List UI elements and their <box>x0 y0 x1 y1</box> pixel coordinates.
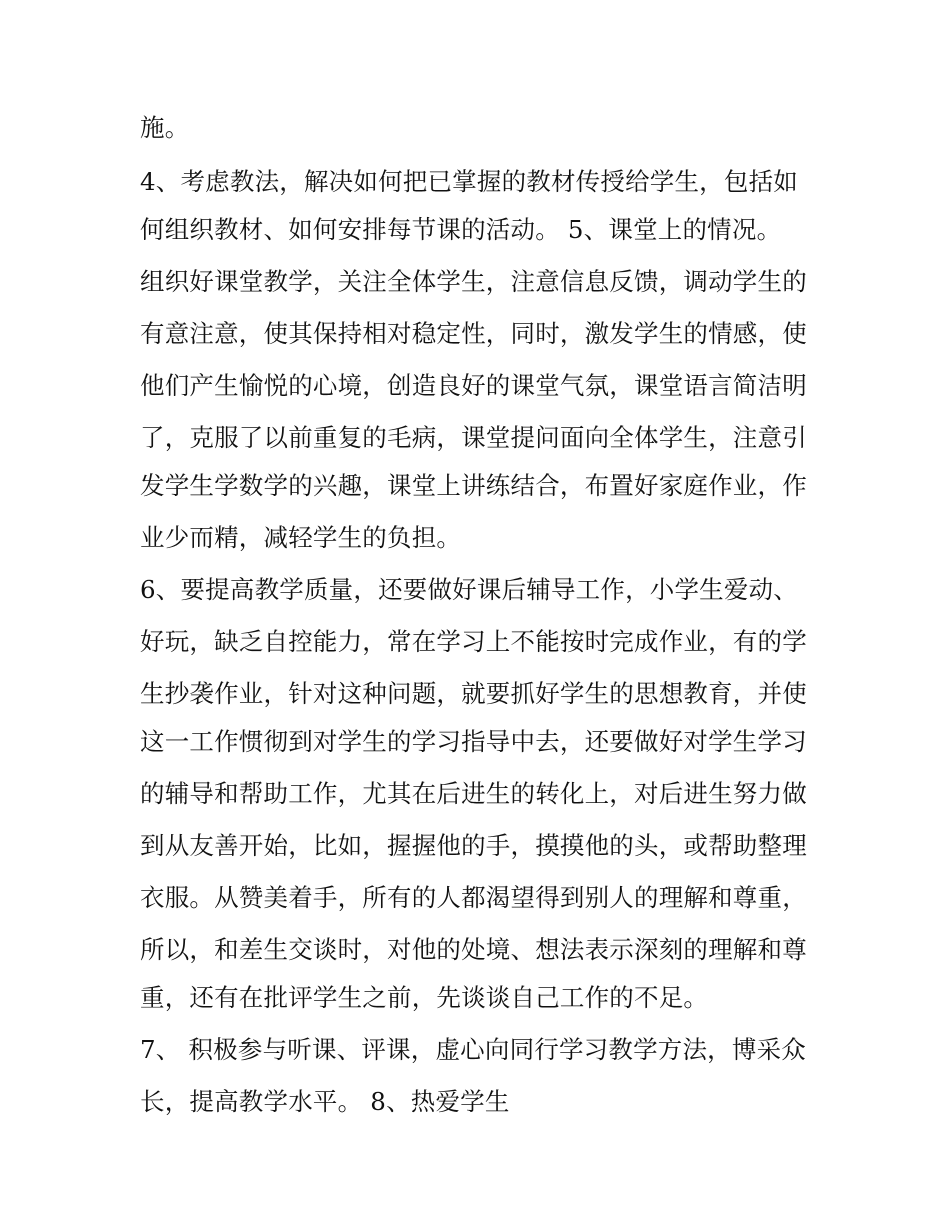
text-line: 生抄袭作业，针对这种问题，就要抓好学生的思想教育，并使 <box>140 679 807 708</box>
text-line: 的辅导和帮助工作，尤其在后进生的转化上，对后进生努力做 <box>140 779 807 808</box>
text-line: 重，还有在批评学生之前，先谈谈自己工作的不足。 <box>140 983 709 1012</box>
text-line: 好玩，缺乏自控能力，常在学习上不能按时完成作业，有的学 <box>140 627 807 656</box>
text-line: 长，提高教学水平。 8、热爱学生 <box>140 1087 510 1116</box>
text-line: 所以，和差生交谈时，对他的处境、想法表示深刻的理解和尊 <box>140 935 807 964</box>
text-line: 到从友善开始，比如，握握他的手，摸摸他的头，或帮助整理 <box>140 831 807 860</box>
text-line: 6、要提高教学质量，还要做好课后辅导工作，小学生爱动、 <box>140 575 798 604</box>
text-line: 何组织教材、如何安排每节课的活动。 5、课堂上的情况。 <box>140 215 782 244</box>
text-line: 发学生学数学的兴趣，课堂上讲练结合，布置好家庭作业，作 <box>140 471 807 500</box>
text-line: 他们产生愉悦的心境，创造良好的课堂气氛，课堂语言简洁明 <box>140 371 807 400</box>
text-line: 组织好课堂教学，关注全体学生，注意信息反馈，调动学生的 <box>140 267 807 296</box>
text-line: 有意注意，使其保持相对稳定性，同时，激发学生的情感，使 <box>140 319 807 348</box>
text-line: 施。 <box>140 113 190 142</box>
text-line: 7、 积极参与听课、评课，虚心向同行学习教学方法，博采众 <box>140 1035 806 1064</box>
text-line: 了，克服了以前重复的毛病，课堂提问面向全体学生，注意引 <box>140 423 807 452</box>
text-line: 这一工作惯彻到对学生的学习指导中去，还要做好对学生学习 <box>140 727 807 756</box>
text-line: 衣服。从赞美着手，所有的人都渴望得到别人的理解和尊重， <box>140 883 807 912</box>
text-line: 4、考虑教法，解决如何把已掌握的教材传授给学生，包括如 <box>140 167 798 196</box>
text-line: 业少而精，减轻学生的负担。 <box>140 523 462 552</box>
